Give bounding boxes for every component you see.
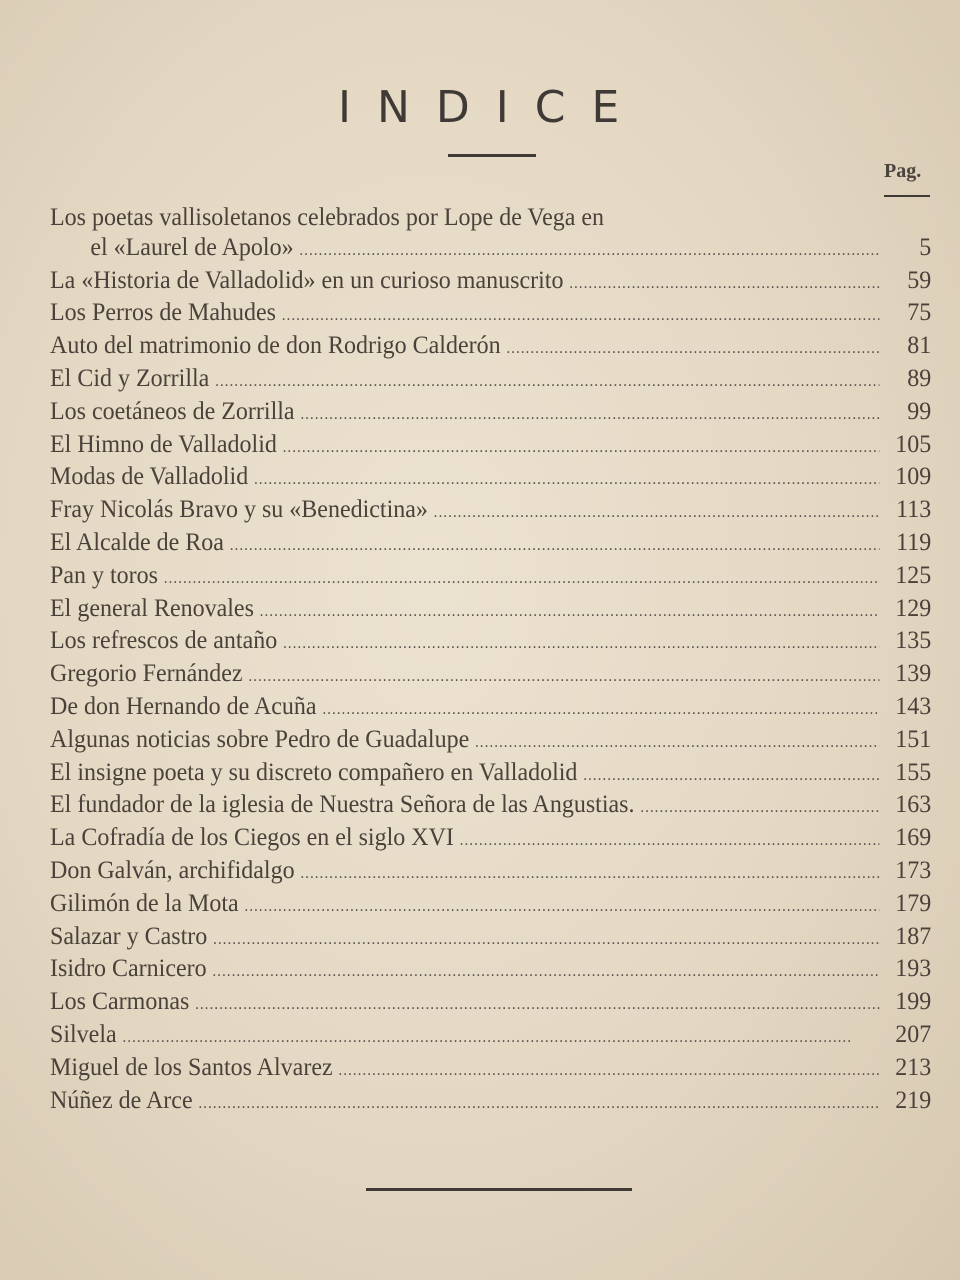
page-header-rule [884, 195, 930, 197]
entry-page: 179 [895, 889, 932, 917]
toc-entry [50, 430, 931, 463]
entry-page: 109 [895, 463, 932, 491]
entry-page: 139 [895, 660, 932, 688]
toc-entry [50, 561, 931, 594]
dot-leader [460, 826, 880, 856]
toc-entry [50, 987, 931, 1020]
entry-title: Modas de Valladolid [50, 463, 249, 491]
dot-leader [283, 629, 879, 659]
entry-page: 207 [895, 1020, 932, 1048]
toc-entry [50, 954, 931, 987]
dot-leader [215, 367, 879, 397]
dot-leader [230, 531, 880, 561]
dot-leader [213, 925, 879, 955]
dot-leader [260, 597, 880, 627]
toc-entry [50, 462, 931, 495]
entry-title: Los coetáneos de Zorrilla [50, 397, 295, 425]
dot-leader [244, 892, 879, 922]
dot-leader [283, 433, 880, 463]
dot-leader [322, 695, 879, 725]
dot-leader [299, 236, 879, 266]
entry-title: Don Galván, archifidalgo [50, 856, 295, 884]
entry-title: Fray Nicolás Bravo y su «Benedictina» [50, 496, 428, 524]
entry-page: 213 [895, 1053, 932, 1081]
entry-title: La Cofradía de los Ciegos en el siglo XVI [50, 824, 454, 852]
entry-title-line1: Los poetas vallisoletanos celebrados por Lope de Vega en [50, 204, 605, 231]
entry-title: El general Renovales [50, 594, 254, 622]
entry-title: Miguel de los Santos Alvarez [50, 1053, 333, 1081]
entry-page: 75 [907, 299, 932, 327]
toc-entry [50, 1020, 931, 1053]
dot-leader [198, 1089, 879, 1119]
toc-entry [50, 266, 931, 299]
title-rule [448, 154, 536, 157]
dot-leader [300, 859, 879, 889]
entry-page: 151 [895, 725, 932, 753]
entry-page: 5 [919, 233, 932, 261]
entry-page: 99 [907, 397, 932, 425]
entry-page: 113 [896, 496, 932, 524]
entry-page: 143 [895, 692, 932, 720]
toc-entry [50, 203, 931, 266]
toc-entry [50, 758, 931, 791]
dot-leader [164, 564, 880, 594]
dot-leader [122, 1023, 879, 1053]
dot-leader [475, 728, 879, 758]
toc-entry [50, 823, 931, 856]
toc-entry [50, 889, 931, 922]
entry-title: Salazar y Castro [50, 922, 208, 950]
toc-entry [50, 626, 931, 659]
entry-page: 89 [907, 364, 932, 392]
entry-title: Gilimón de la Mota [50, 889, 239, 917]
toc-entry [50, 594, 931, 627]
entry-title: Núñez de Arce [50, 1086, 193, 1114]
entry-title: El Cid y Zorrilla [50, 364, 210, 392]
entry-title: Silvela [50, 1020, 117, 1048]
entry-page: 173 [895, 856, 932, 884]
entry-page: 155 [895, 758, 932, 786]
toc-entry [50, 1053, 931, 1086]
dot-leader [300, 400, 879, 430]
entry-title: Los refrescos de antaño [50, 627, 278, 655]
table-of-contents [50, 203, 932, 1118]
entry-page: 193 [895, 955, 932, 983]
page-title: INDICE [338, 82, 646, 133]
entry-page: 119 [896, 528, 932, 556]
toc-entry [50, 692, 931, 725]
toc-entry [50, 331, 931, 364]
entry-title: La «Historia de Valladolid» en un curioso manuscrito [50, 266, 564, 294]
entry-title: De don Hernando de Acuña [50, 692, 317, 720]
entry-page: 129 [895, 594, 932, 622]
dot-leader [569, 269, 879, 299]
entry-page: 163 [895, 791, 932, 819]
toc-entry [50, 856, 931, 889]
dot-leader [254, 465, 879, 495]
entry-page: 59 [907, 266, 932, 294]
dot-leader [248, 662, 879, 692]
dot-leader [640, 793, 879, 823]
toc-entry [50, 397, 931, 430]
toc-entry [50, 1086, 931, 1119]
entry-title: Los Perros de Mahudes [50, 299, 276, 327]
toc-entry [50, 495, 931, 528]
toc-entry [50, 922, 931, 955]
toc-entry [50, 364, 931, 397]
toc-entry [50, 659, 931, 692]
entry-page: 219 [895, 1086, 932, 1114]
toc-entry [50, 725, 931, 758]
entry-page: 135 [895, 627, 932, 655]
dot-leader [195, 990, 879, 1020]
entry-page: 169 [895, 824, 932, 852]
entry-title: Algunas noticias sobre Pedro de Guadalupe [50, 725, 470, 753]
toc-entry [50, 790, 931, 823]
entry-page: 187 [895, 922, 932, 950]
dot-leader [583, 761, 879, 791]
entry-title: Gregorio Fernández [50, 660, 243, 688]
dot-leader [338, 1056, 879, 1086]
entry-page: 81 [907, 332, 932, 360]
entry-title: Auto del matrimonio de don Rodrigo Calderón [50, 332, 501, 360]
entry-title: Isidro Carnicero [50, 955, 207, 983]
entry-title: Pan y toros [50, 561, 158, 589]
dot-leader [434, 498, 880, 528]
toc-entry [50, 528, 931, 561]
entry-title: El insigne poeta y su discreto compañero en Valladolid [50, 758, 578, 786]
dot-leader [506, 334, 879, 364]
entry-title-line2: el «Laurel de Apolo» [90, 233, 294, 261]
entry-title: Los Carmonas [50, 988, 190, 1016]
page-column-header: Pag. [884, 160, 922, 182]
entry-title: El Himno de Valladolid [50, 430, 277, 458]
entry-title: El fundador de la iglesia de Nuestra Señora de las Angustias. [50, 791, 635, 819]
toc-entry [50, 298, 931, 331]
bottom-rule [366, 1188, 632, 1191]
entry-page: 105 [895, 430, 932, 458]
dot-leader [212, 957, 879, 987]
entry-page: 125 [895, 561, 932, 589]
entry-title: El Alcalde de Roa [50, 528, 224, 556]
entry-page: 199 [895, 988, 932, 1016]
dot-leader [282, 301, 880, 331]
